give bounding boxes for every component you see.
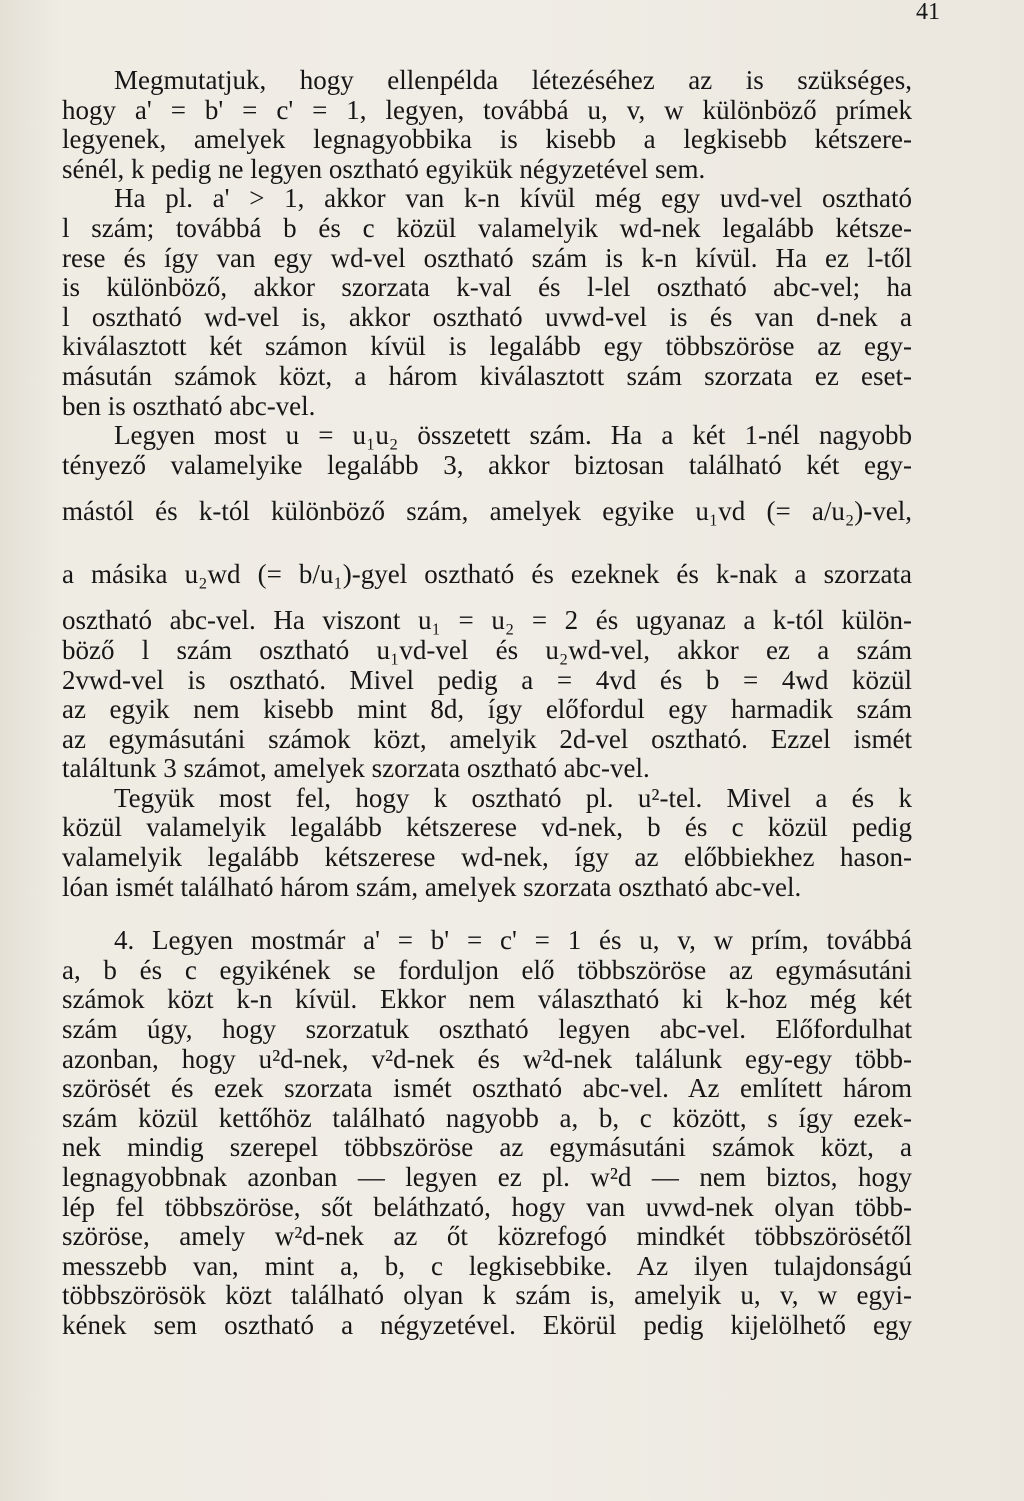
text-line: szöröse, amely w²d-nek az őt közrefogó mindkét többszörösétől (62, 1222, 912, 1252)
text-line: 2vwd-vel is osztható. Mivel pedig a = 4vd és b = 4wd közül (62, 665, 912, 695)
text-line: valamelyik legalább kétszerese wd-nek, így az előbbiekhez hason- (62, 843, 912, 873)
text-line: ben is osztható abc-vel. (62, 391, 316, 421)
text-line: tényező valamelyike legalább 3, akkor biztosan található két egy- (62, 450, 912, 480)
text-line: a, b és c egyikének se forduljon elő többszöröse az egymásutáni (62, 955, 912, 985)
text-line: lóan ismét található három szám, amelyek szorzata osztható abc-vel. (62, 872, 802, 902)
text-line: a másika u₂wd (= b/u₁)-gyel osztható és ezeknek és k-nak a szorzata (62, 559, 912, 590)
text-line: mástól és k-tól különböző szám, amelyek egyike u₁vd (= a/u₂)-vel, (62, 496, 912, 527)
text-line: az egyik nem kisebb mint 8d, így előfordul egy harmadik szám (62, 695, 912, 725)
text-line: böző l szám osztható u₁vd-vel és u₂wd-vel, akkor ez a szám (62, 635, 912, 665)
text-line: legnagyobbnak azonban — legyen ez pl. w²d — nem biztos, hogy (62, 1163, 912, 1192)
text-line: szám úgy, hogy szorzatuk osztható legyen abc-vel. Előfordulhat (62, 1015, 912, 1045)
text-line: lép fel többszöröse, sőt beláthzató, hogy van uvwd-nek olyan több- (62, 1192, 912, 1222)
text-line: kiválasztott két számon kívül is legalább egy többszöröse az egy- (62, 332, 912, 362)
text-line: azonban, hogy u²d-nek, v²d-nek és w²d-nek találunk egy-egy több- (62, 1044, 912, 1074)
text-line: sénél, k pedig ne legyen osztható egyikük négyzetével sem. (62, 154, 706, 184)
text-line: Ha pl. a' > 1, akkor van k-n kívül még egy uvd-vel osztható (114, 184, 912, 214)
text-line: nek mindig szerepel többszöröse az egymásutáni számok közt, a (62, 1133, 912, 1163)
body-text (62, 66, 912, 1341)
text-line: rese és így van egy wd-vel osztható szám is k-n kívül. Ha ez l-től (62, 243, 912, 273)
text-line: l szám; továbbá b és c közül valamelyik wd-nek legalább kétsze- (62, 213, 912, 243)
text-line: l osztható wd-vel is, akkor osztható uvwd-vel is és van d-nek a (62, 302, 912, 332)
text-line: is különböző, akkor szorzata k-val és l-lel osztható abc-vel; ha (62, 273, 912, 303)
page-number: 41 (916, 0, 940, 25)
text-line: az egymásutáni számok közt, amelyik 2d-vel osztható. Ezzel ismét (62, 724, 912, 754)
text-line: szám közül kettőhöz található nagyobb a, b, c között, s így ezek- (62, 1103, 912, 1133)
text-line: Megmutatjuk, hogy ellenpélda létezéséhez az is szükséges, (114, 66, 912, 95)
text-line: másután számok közt, a három kiválasztott szám szorzata ez eset- (62, 361, 912, 391)
section-gap (62, 902, 912, 926)
text-line: számok közt k-n kívül. Ekkor nem választható ki k-hoz még két (62, 985, 912, 1015)
text-line: Legyen most u = u₁u₂ összetett szám. Ha a két 1-nél nagyobb (114, 421, 912, 451)
text-line: találtunk 3 számot, amelyek szorzata osztható abc-vel. (62, 754, 650, 784)
text-line: többszörösök közt található olyan k szám is, amelyik u, v, w egyi- (62, 1281, 912, 1311)
text-line: közül valamelyik legalább kétszerese vd-nek, b és c közül pedig (62, 813, 912, 843)
text-line: messzebb van, mint a, b, c legkisebbike. Az ilyen tulajdonságú (62, 1251, 912, 1281)
text-line: kének sem osztható a négyzetével. Ekörül pedig kijelölhető egy (62, 1310, 912, 1340)
text-line: osztható abc-vel. Ha viszont u₁ = u₂ = 2 és ugyanaz a k-tól külön- (62, 606, 912, 636)
text-line: legyenek, amelyek legnagyobbika is kisebb a legkisebb kétszere- (62, 125, 912, 155)
text-line: hogy a' = b' = c' = 1, legyen, továbbá u, v, w különböző prímek (62, 95, 912, 125)
text-line: szörösét és ezek szorzata ismét osztható abc-vel. Az említett három (62, 1074, 912, 1104)
text-line: 4. Legyen mostmár a' = b' = c' = 1 és u, v, w prím, továbbá (114, 926, 912, 956)
text-line: Tegyük most fel, hogy k osztható pl. u²-tel. Mivel a és k (114, 783, 912, 813)
